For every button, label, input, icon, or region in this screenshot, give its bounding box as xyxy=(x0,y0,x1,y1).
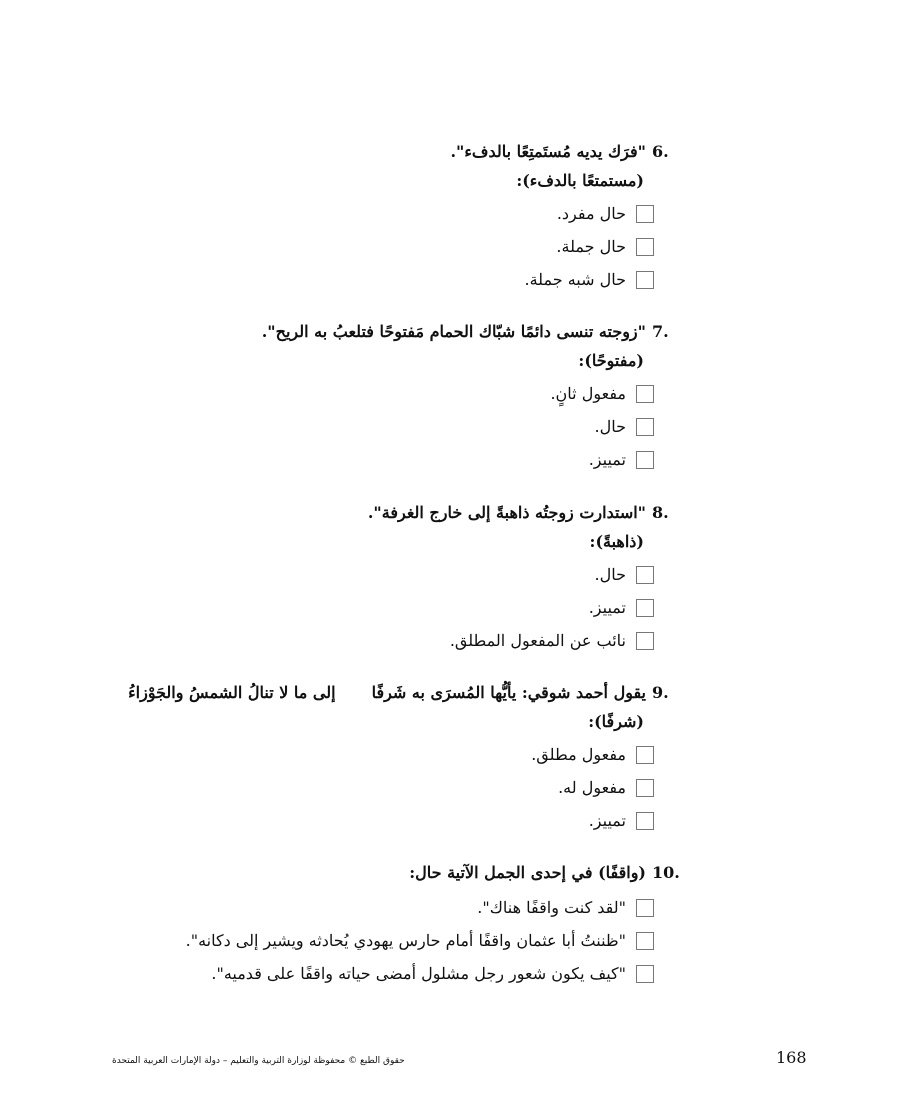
question-number: 10. xyxy=(652,862,680,882)
option-label: حال. xyxy=(594,417,626,436)
option[interactable] xyxy=(88,443,654,476)
option-label: "كيف يكون شعور رجل مشلول أمضى حياته واقفًا على قدميه". xyxy=(211,964,626,983)
question-stem xyxy=(88,138,688,164)
question-target: (مستمتعًا بالدفء): xyxy=(516,171,644,190)
question-10 xyxy=(68,859,688,990)
option[interactable] xyxy=(88,558,654,591)
checkbox[interactable] xyxy=(636,932,654,950)
question-number: 7. xyxy=(652,321,669,341)
option[interactable] xyxy=(88,591,654,624)
checkbox[interactable] xyxy=(636,632,654,650)
option[interactable] xyxy=(68,957,654,990)
option[interactable] xyxy=(88,410,654,443)
checkbox[interactable] xyxy=(636,385,654,403)
question-text: "استدارت زوجتُه ذاهبةً إلى خارج الغرفة". xyxy=(367,502,646,522)
checkbox[interactable] xyxy=(636,566,654,584)
option-label: تمييز. xyxy=(588,598,626,617)
option[interactable] xyxy=(68,924,654,957)
question-text xyxy=(128,683,646,702)
checkbox[interactable] xyxy=(636,899,654,917)
option-label: حال شبه جملة. xyxy=(524,270,626,289)
option-label: "لقد كنت واقفًا هناك". xyxy=(477,898,626,917)
question-stem xyxy=(68,859,688,885)
checkbox[interactable] xyxy=(636,238,654,256)
question-stem xyxy=(48,679,688,705)
option-label: تمييز. xyxy=(588,450,626,469)
question-9 xyxy=(48,679,688,837)
checkbox[interactable] xyxy=(636,271,654,289)
question-text: "فرَك يديه مُستَمتِعًا بالدفء". xyxy=(450,141,646,161)
option-label: مفعول مطلق. xyxy=(531,745,626,764)
option[interactable] xyxy=(48,738,654,771)
option[interactable] xyxy=(48,771,654,804)
question-target: (مفتوحًا): xyxy=(578,351,644,370)
option-label: حال مفرد. xyxy=(556,204,626,223)
question-8 xyxy=(88,499,688,657)
checkbox[interactable] xyxy=(636,812,654,830)
option-label: "ظننتُ أبا عثمان واقفًا أمام حارس يهودي يُحادثه ويشير إلى دكانه". xyxy=(185,931,626,950)
option[interactable] xyxy=(88,377,654,410)
checkbox[interactable] xyxy=(636,746,654,764)
option[interactable] xyxy=(88,624,654,657)
verse-second-hemistich: إلى ما لا تنالُ الشمسُ والجَوْزاءُ xyxy=(128,682,336,702)
question-text: "زوجته تنسى دائمًا شبّاك الحمام مَفتوحًا فتلعبُ به الريح". xyxy=(261,321,646,341)
page-number: 168 xyxy=(776,1048,807,1067)
checkbox[interactable] xyxy=(636,779,654,797)
question-number: 9. xyxy=(652,682,669,702)
option-label: مفعول ثانٍ. xyxy=(550,384,626,403)
question-target: (شرفًا): xyxy=(588,712,644,731)
verse-first-hemistich: يقول أحمد شوقي: يأيُّها المُسرَى به شَرفًا xyxy=(371,682,646,702)
option-label: تمييز. xyxy=(588,811,626,830)
copyright-note: حقوق الطبع © محفوظة لوزارة التربية والتعليم – دولة الإمارات العربية المتحدة xyxy=(112,1056,405,1066)
checkbox[interactable] xyxy=(636,599,654,617)
checkbox[interactable] xyxy=(636,205,654,223)
option-label: مفعول له. xyxy=(558,778,626,797)
option-label: حال جملة. xyxy=(556,237,626,256)
question-7 xyxy=(88,318,688,476)
option-label: حال. xyxy=(594,565,626,584)
option-label: نائب عن المفعول المطلق. xyxy=(449,631,626,650)
question-number: 6. xyxy=(652,141,669,161)
checkbox[interactable] xyxy=(636,965,654,983)
question-number: 8. xyxy=(652,502,669,522)
checkbox[interactable] xyxy=(636,418,654,436)
option[interactable] xyxy=(88,230,654,263)
option[interactable] xyxy=(88,263,654,296)
question-stem xyxy=(88,499,688,525)
question-6 xyxy=(88,138,688,296)
option[interactable] xyxy=(88,197,654,230)
question-text: (واقفًا) في إحدى الجمل الآتية حال: xyxy=(409,862,646,882)
option[interactable] xyxy=(48,804,654,837)
checkbox[interactable] xyxy=(636,451,654,469)
question-stem xyxy=(88,318,688,344)
option[interactable] xyxy=(68,891,654,924)
question-target: (ذاهبةً): xyxy=(589,532,644,551)
